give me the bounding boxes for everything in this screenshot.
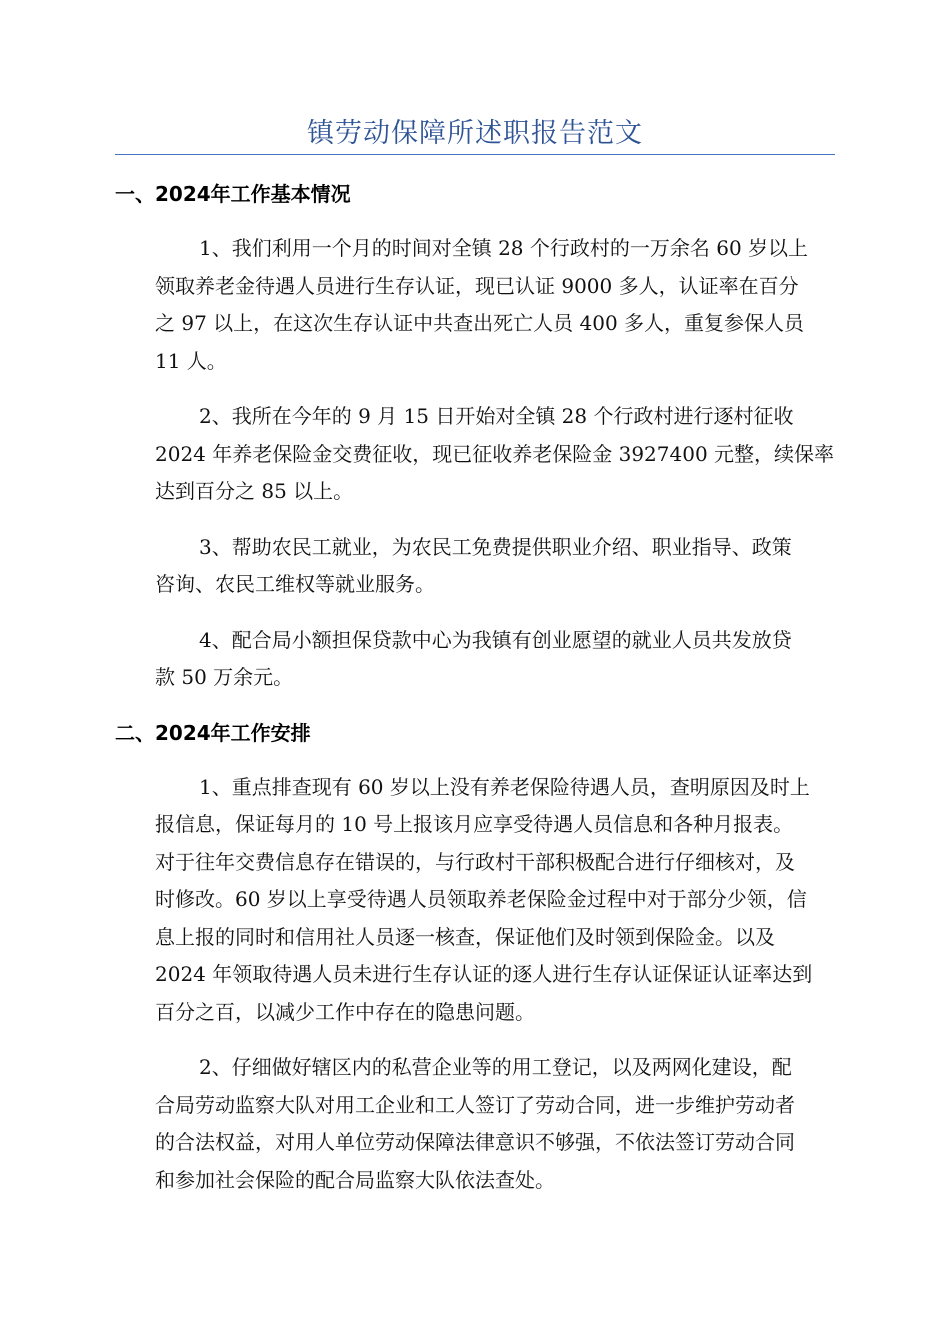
text-line: 2024 年养老保险金交费征收，现已征收养老保险金 3927400 元整，续保率	[155, 441, 835, 466]
text-line: 1、我们利用一个月的时间对全镇 28 个行政村的一万余名 60 岁以上	[199, 236, 809, 260]
text-line: 息上报的同时和信用社人员逐一核查，保证他们及时领到保险金。以及	[155, 924, 775, 949]
paragraph	[115, 398, 835, 511]
text-line: 11 人。	[155, 348, 227, 373]
text-line: 领取养老金待遇人员进行生存认证，现已认证 9000 多人，认证率在百分	[155, 273, 799, 298]
text-line: 的合法权益，对用人单位劳动保障法律意识不够强，不依法签订劳动合同	[155, 1130, 795, 1154]
title-underline	[115, 154, 835, 155]
text-line: 2、我所在今年的 9 月 15 日开始对全镇 28 个行政村进行逐村征收	[199, 404, 794, 428]
paragraph	[115, 769, 835, 1032]
text-line: 和参加社会保险的配合局监察大队依法查处。	[155, 1167, 555, 1192]
document-title: 镇劳动保障所述职报告范文	[307, 118, 643, 149]
text-line: 合局劳动监察大队对用工企业和工人签订了劳动合同，进一步维护劳动者	[155, 1092, 795, 1117]
text-line: 3、帮助农民工就业，为农民工免费提供职业介绍、职业指导、政策	[199, 534, 792, 559]
text-line: 之 97 以上，在这次生存认证中共查出死亡人员 400 多人，重复参保人员	[155, 311, 805, 335]
text-line: 款 50 万余元。	[155, 665, 294, 689]
section-heading-2: 二、2024年工作安排	[115, 720, 311, 745]
paragraph	[115, 1049, 835, 1199]
text-line: 达到百分之 85 以上。	[155, 479, 354, 503]
text-line: 1、重点排查现有 60 岁以上没有养老保险待遇人员，查明原因及时上	[199, 774, 810, 799]
text-line: 4、配合局小额担保贷款中心为我镇有创业愿望的就业人员共发放贷	[199, 627, 792, 652]
text-line: 百分之百，以减少工作中存在的隐患问题。	[155, 999, 535, 1024]
paragraph	[115, 529, 835, 604]
text-line: 报信息，保证每月的 10 号上报该月应享受待遇人员信息和各种月报表。	[155, 812, 794, 836]
text-line: 对于往年交费信息存在错误的，与行政村干部积极配合进行仔细核对，及	[155, 849, 795, 874]
text-line: 2、仔细做好辖区内的私营企业等的用工登记，以及两网化建设，配	[199, 1055, 792, 1079]
paragraph	[115, 230, 835, 380]
section-heading-1: 一、2024年工作基本情况	[115, 182, 351, 206]
text-line: 咨询、农民工维权等就业服务。	[155, 572, 435, 596]
text-line: 2024 年领取待遇人员未进行生存认证的逐人进行生存认证保证认证率达到	[155, 962, 813, 986]
text-line: 时修改。60 岁以上享受待遇人员领取养老保险金过程中对于部分少领，信	[155, 887, 807, 911]
paragraph	[115, 622, 835, 697]
document-body	[115, 176, 835, 1217]
